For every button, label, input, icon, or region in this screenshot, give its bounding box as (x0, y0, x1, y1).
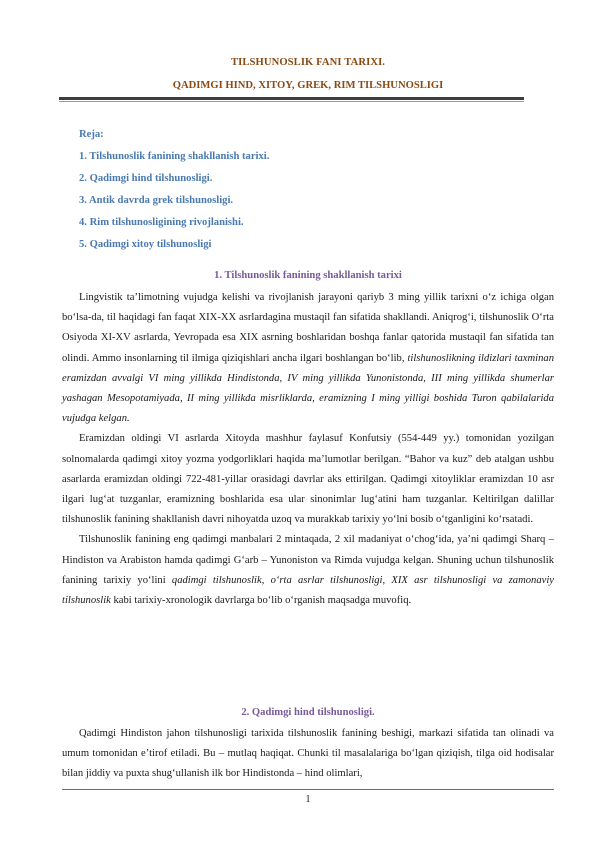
paragraph (62, 288, 554, 429)
plan-list (79, 124, 269, 256)
section-1-body (62, 288, 554, 611)
plan-item: 3. Antik davrda grek tilshunosligi. (79, 195, 234, 206)
section-1-heading: 1. Tilshunoslik fanining shakllanish tarixi (214, 270, 402, 281)
section-2-body (62, 724, 554, 785)
section-2-heading: 2. Qadimgi hind tilshunosligi. (241, 707, 375, 718)
header-rule-thin (59, 101, 524, 102)
paragraph-text: Lingvistik ta’limotning vujudga kelishi va rivojlanish jarayoni qariyb 3 ming yillik tarixni o‘z ichiga olgan bo‘lsa-da, til haqidagi fan faqat XIX-XX asrlardagina mustaqil fan sifatida shakllandi. Aniqrog‘i, tilshunoslik O‘rta Osiyoda XI-XV asrlarda, Yevropada esa XIX asrning boshlaridan boshqa fanlar qatorida mustaqil fan sifatida tan olindi. Ammo insonlarning til ilmiga qiziqishlari ancha ilgari boshlangan bo‘lib, (62, 292, 554, 364)
header-rule (59, 97, 524, 100)
plan-item: 2. Qadimgi hind tilshunosligi. (79, 173, 213, 184)
plan-item: 4. Rim tilshunosligining rivojlanishi. (79, 217, 244, 228)
paragraph: Qadimgi Hindiston jahon tilshunosligi tarixida tilshunoslik fanining beshigi, markazi sifatida tan olinadi va umum tomonidan e’tirof etiladi. Bu – mutlaq haqiqat. Chunki til masalalariga bo‘lgan qiziqish, tilga oid hodisalar bilan jiddiy va puxta shug‘ullanish ilk bor Hindistonda – hind olimlari, (62, 728, 554, 780)
plan-label: Reja: (79, 129, 104, 140)
paragraph-italic: tilshunoslikning ildizlari taxminan eramizdan avvalgi VI ming yillikda Hindistonda, IV ming yillikda Yunonistonda, III ming yillikda shumerlar yashagan Mesopotamiyada, II ming yillikda misrliklarda, eramizning I ming yilligi boshida Turon qabilalarida vujudga kelgan. (62, 352, 554, 425)
paragraph-text: Tilshunoslik fanining eng qadimgi manbalari 2 mintaqada, 2 xil madaniyat o‘chog‘ida, ya’ni qadimgi Sharq – Hindiston va Arabiston hamda qadimgi G‘arb – Yunoniston va Rimda vujudga kelgan. Shuning uchun tilshunoslik fanining tarixiy yo‘lini (62, 534, 554, 586)
paragraph-italic: qadimgi tilshunoslik, o‘rta asrlar tilshunosligi, XIX asr tilshunosligi va zamonaviy tilshunoslik (62, 574, 554, 607)
plan-item: 5. Qadimgi xitoy tilshunosligi (79, 239, 212, 250)
paragraph (62, 530, 554, 611)
paragraph: Eramizdan oldingi VI asrlarda Xitoyda mashhur faylasuf Konfutsiy (554-449 yy.) tomonidan yozilgan solnomalarda qadimgi xitoy yozma yodgorliklari haqida ma’lumotlar berilgan. “Bahor va kuz” deb atalgan ushbu asarlarda eramizdan oldingi 722-481-yillar orasidagi davrlar aks ettirilgan. Qadimgi xitoyliklar eramizdan 10 asr ilgari lug‘at tuzganlar, eramizning boshlarida esa ular sinonimlar lug‘atini ham tuzganlar. Keltirilgan dalillar tilshunoslik fanining shakllanish davri nihoyatda uzoq va murakkab tarixiy yo‘lni bosib o‘tganligini ko‘rsatadi. (62, 433, 554, 526)
document-subtitle: QADIMGI HIND, XITOY, GREK, RIM TILSHUNOSLIGI (172, 80, 444, 91)
plan-item: 1. Tilshunoslik fanining shakllanish tarixi. (79, 151, 270, 162)
page-number: 1 (305, 794, 311, 805)
document-title: TILSHUNOSLIK FANI TARIXI. (230, 57, 386, 68)
footer-rule (62, 789, 554, 790)
paragraph-text: kabi tarixiy-xronologik davrlarga bo‘lib o‘rganish maqsadga muvofiq. (110, 595, 412, 607)
